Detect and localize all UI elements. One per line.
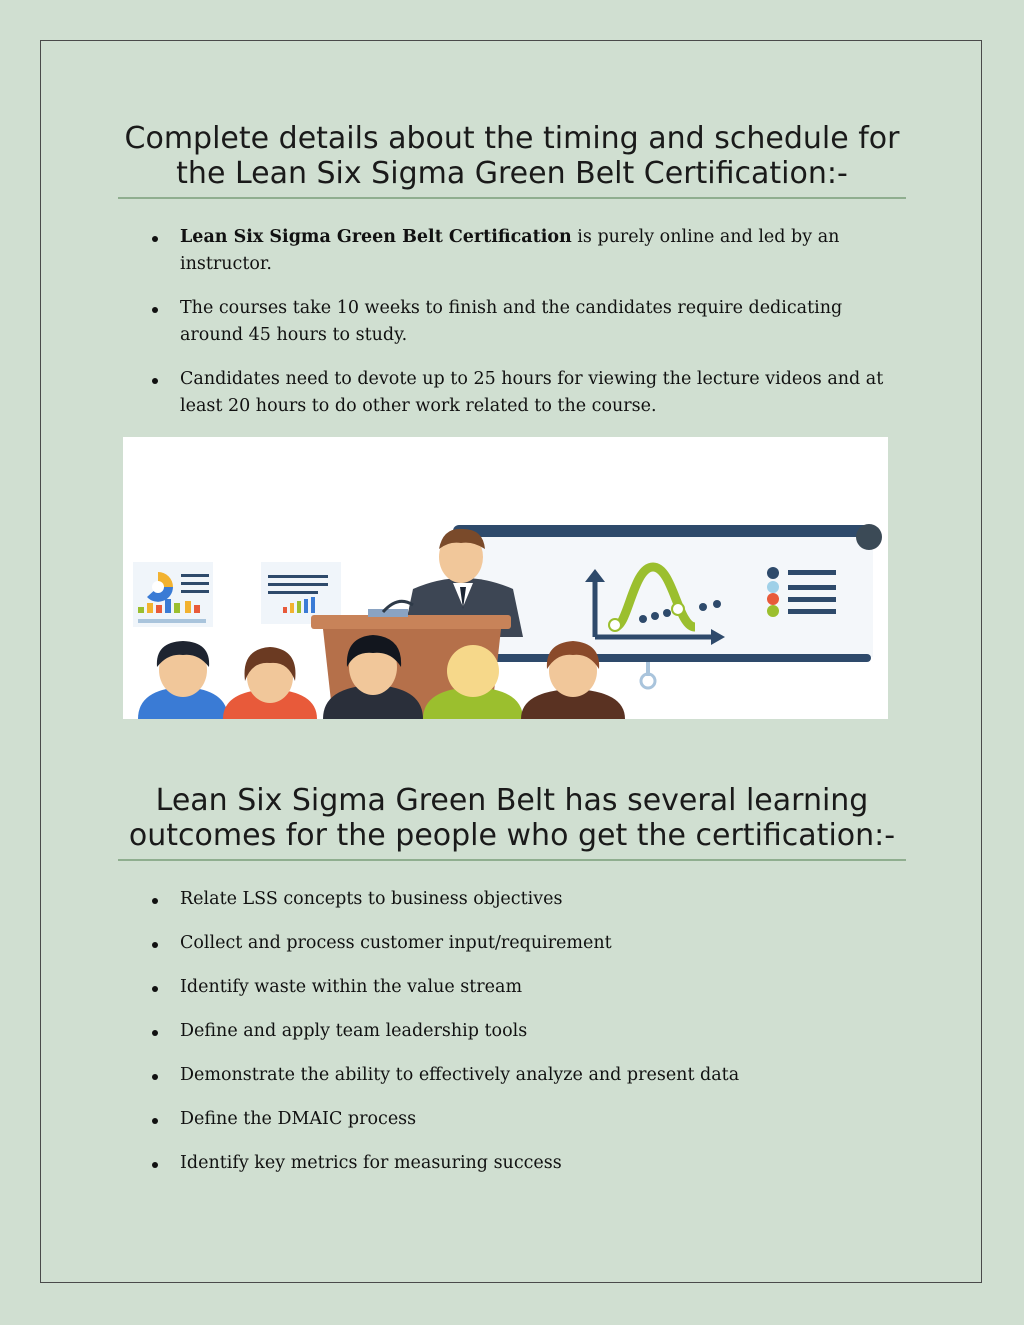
list-item: [150, 1018, 892, 1045]
classroom-illustration: [123, 437, 888, 719]
bullet-icon: [152, 307, 158, 313]
list-item-text: Define the DMAIC process: [180, 1109, 417, 1129]
section1-heading: [118, 121, 906, 191]
list-item: [150, 366, 892, 420]
outcomes-list: [150, 886, 892, 1194]
list-item: [150, 224, 892, 278]
list-item-text: The courses take 10 weeks to finish and the candidates require dedicating around 45 hours to study.: [180, 298, 843, 345]
list-item: [150, 1062, 892, 1089]
list-item: [150, 1106, 892, 1133]
list-item: [150, 974, 892, 1001]
section1-heading-line2: the Lean Six Sigma Green Belt Certification:-: [176, 156, 848, 191]
section1-divider: [118, 197, 906, 199]
bullet-icon: [152, 986, 158, 992]
section2-heading-line2: outcomes for the people who get the certification:-: [128, 818, 896, 853]
bullet-icon: [152, 1162, 158, 1168]
bullet-icon: [152, 1118, 158, 1124]
bullet-icon: [152, 1074, 158, 1080]
bullet-icon: [152, 1030, 158, 1036]
list-item-text: Collect and process customer input/requirement: [180, 933, 612, 953]
list-item: [150, 295, 892, 349]
list-item-text: Relate LSS concepts to business objectives: [180, 889, 563, 909]
dashboard-cards-icon: [133, 562, 341, 627]
list-item-text: Demonstrate the ability to effectively analyze and present data: [180, 1065, 740, 1085]
bullet-icon: [152, 236, 158, 242]
list-item-bold: Lean Six Sigma Green Belt Certification: [180, 227, 572, 247]
list-item-text: Identify waste within the value stream: [180, 977, 523, 997]
list-item-text: Define and apply team leadership tools: [180, 1021, 528, 1041]
bullet-icon: [152, 378, 158, 384]
section1-heading-line1: Complete details about the timing and schedule for: [124, 121, 900, 156]
list-item-text: Candidates need to devote up to 25 hours for viewing the lecture videos and at least 20 hours to do other work related to the course.: [180, 369, 884, 416]
schedule-list: [150, 224, 892, 437]
bullet-icon: [152, 942, 158, 948]
section2-divider: [118, 859, 906, 861]
bullet-icon: [152, 898, 158, 904]
list-item: [150, 930, 892, 957]
list-item: [150, 886, 892, 913]
list-item-text: Identify key metrics for measuring success: [180, 1153, 562, 1173]
section2-heading-line1: Lean Six Sigma Green Belt has several learning: [155, 783, 869, 818]
list-item-text: is purely online and led by an instructor.: [180, 227, 840, 274]
list-item: [150, 1150, 892, 1177]
presentation-board-icon: [453, 524, 882, 688]
section2-heading: [118, 783, 906, 853]
